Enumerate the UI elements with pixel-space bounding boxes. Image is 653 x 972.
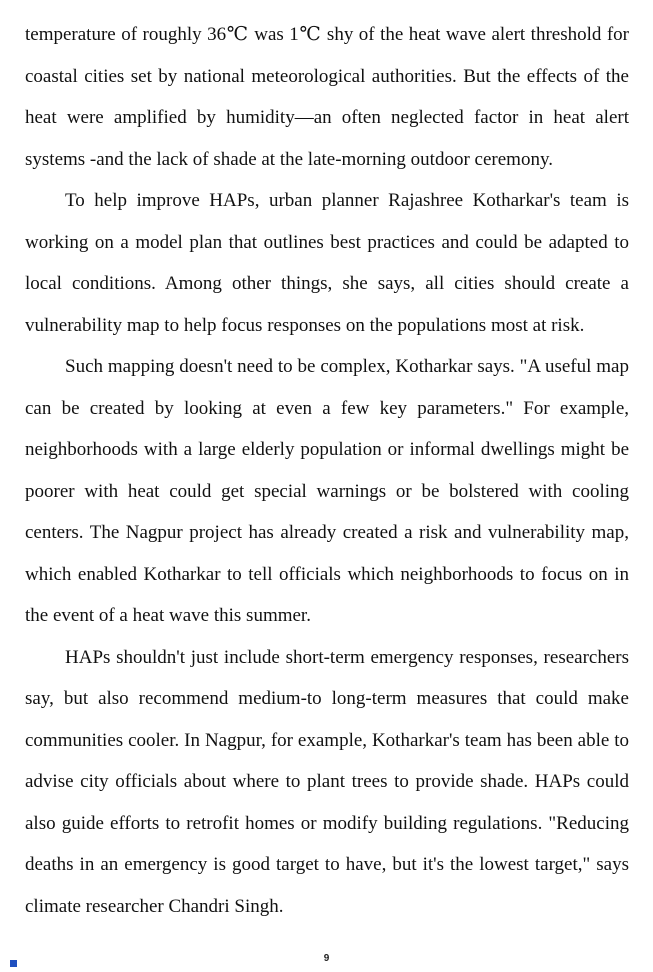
paragraph-continuation: temperature of roughly 36℃ was 1℃ shy of the heat wave alert threshold for coastal cities set by national meteorological authorities. But the effects of the heat were amplified by humidity—an often neglected factor in heat alert systems -and the lack of shade at the late-morning outdoor ceremony.: [25, 24, 629, 170]
paragraph-long-term-measures: HAPs shouldn't just include short-term emergency responses, researchers say, but also recommend medium-to long-term measures that could make communities cooler. In Nagpur, for example, Kotharkar's team has been able to advise city officials about where to plant trees to provide shade. HAPs could also guide efforts to retrofit homes or modify building regulations. "Reducing deaths in an emergency is good target to have, but it's the lowest target," says climate researcher Chandri Singh.: [25, 646, 629, 917]
body-text: [25, 14, 629, 927]
paragraph-vulnerability-mapping: Such mapping doesn't need to be complex, Kotharkar says. "A useful map can be created by looking at even a few key parameters." For example, neighborhoods with a large elderly population or informal dwellings might be poorer with heat could get special warnings or be bolstered with cooling centers. The Nagpur project has already created a risk and vulnerability map, which enabled Kotharkar to tell officials which neighborhoods to focus on in the event of a heat wave this summer.: [25, 356, 629, 626]
corner-marker: [10, 960, 17, 967]
paragraph-haps-model-plan: To help improve HAPs, urban planner Rajashree Kotharkar's team is working on a model plan that outlines best practices and could be adapted to local conditions. Among other things, she says, all cities should create a vulnerability map to help focus responses on the populations most at risk.: [25, 190, 629, 336]
page-number: 9: [323, 953, 330, 964]
